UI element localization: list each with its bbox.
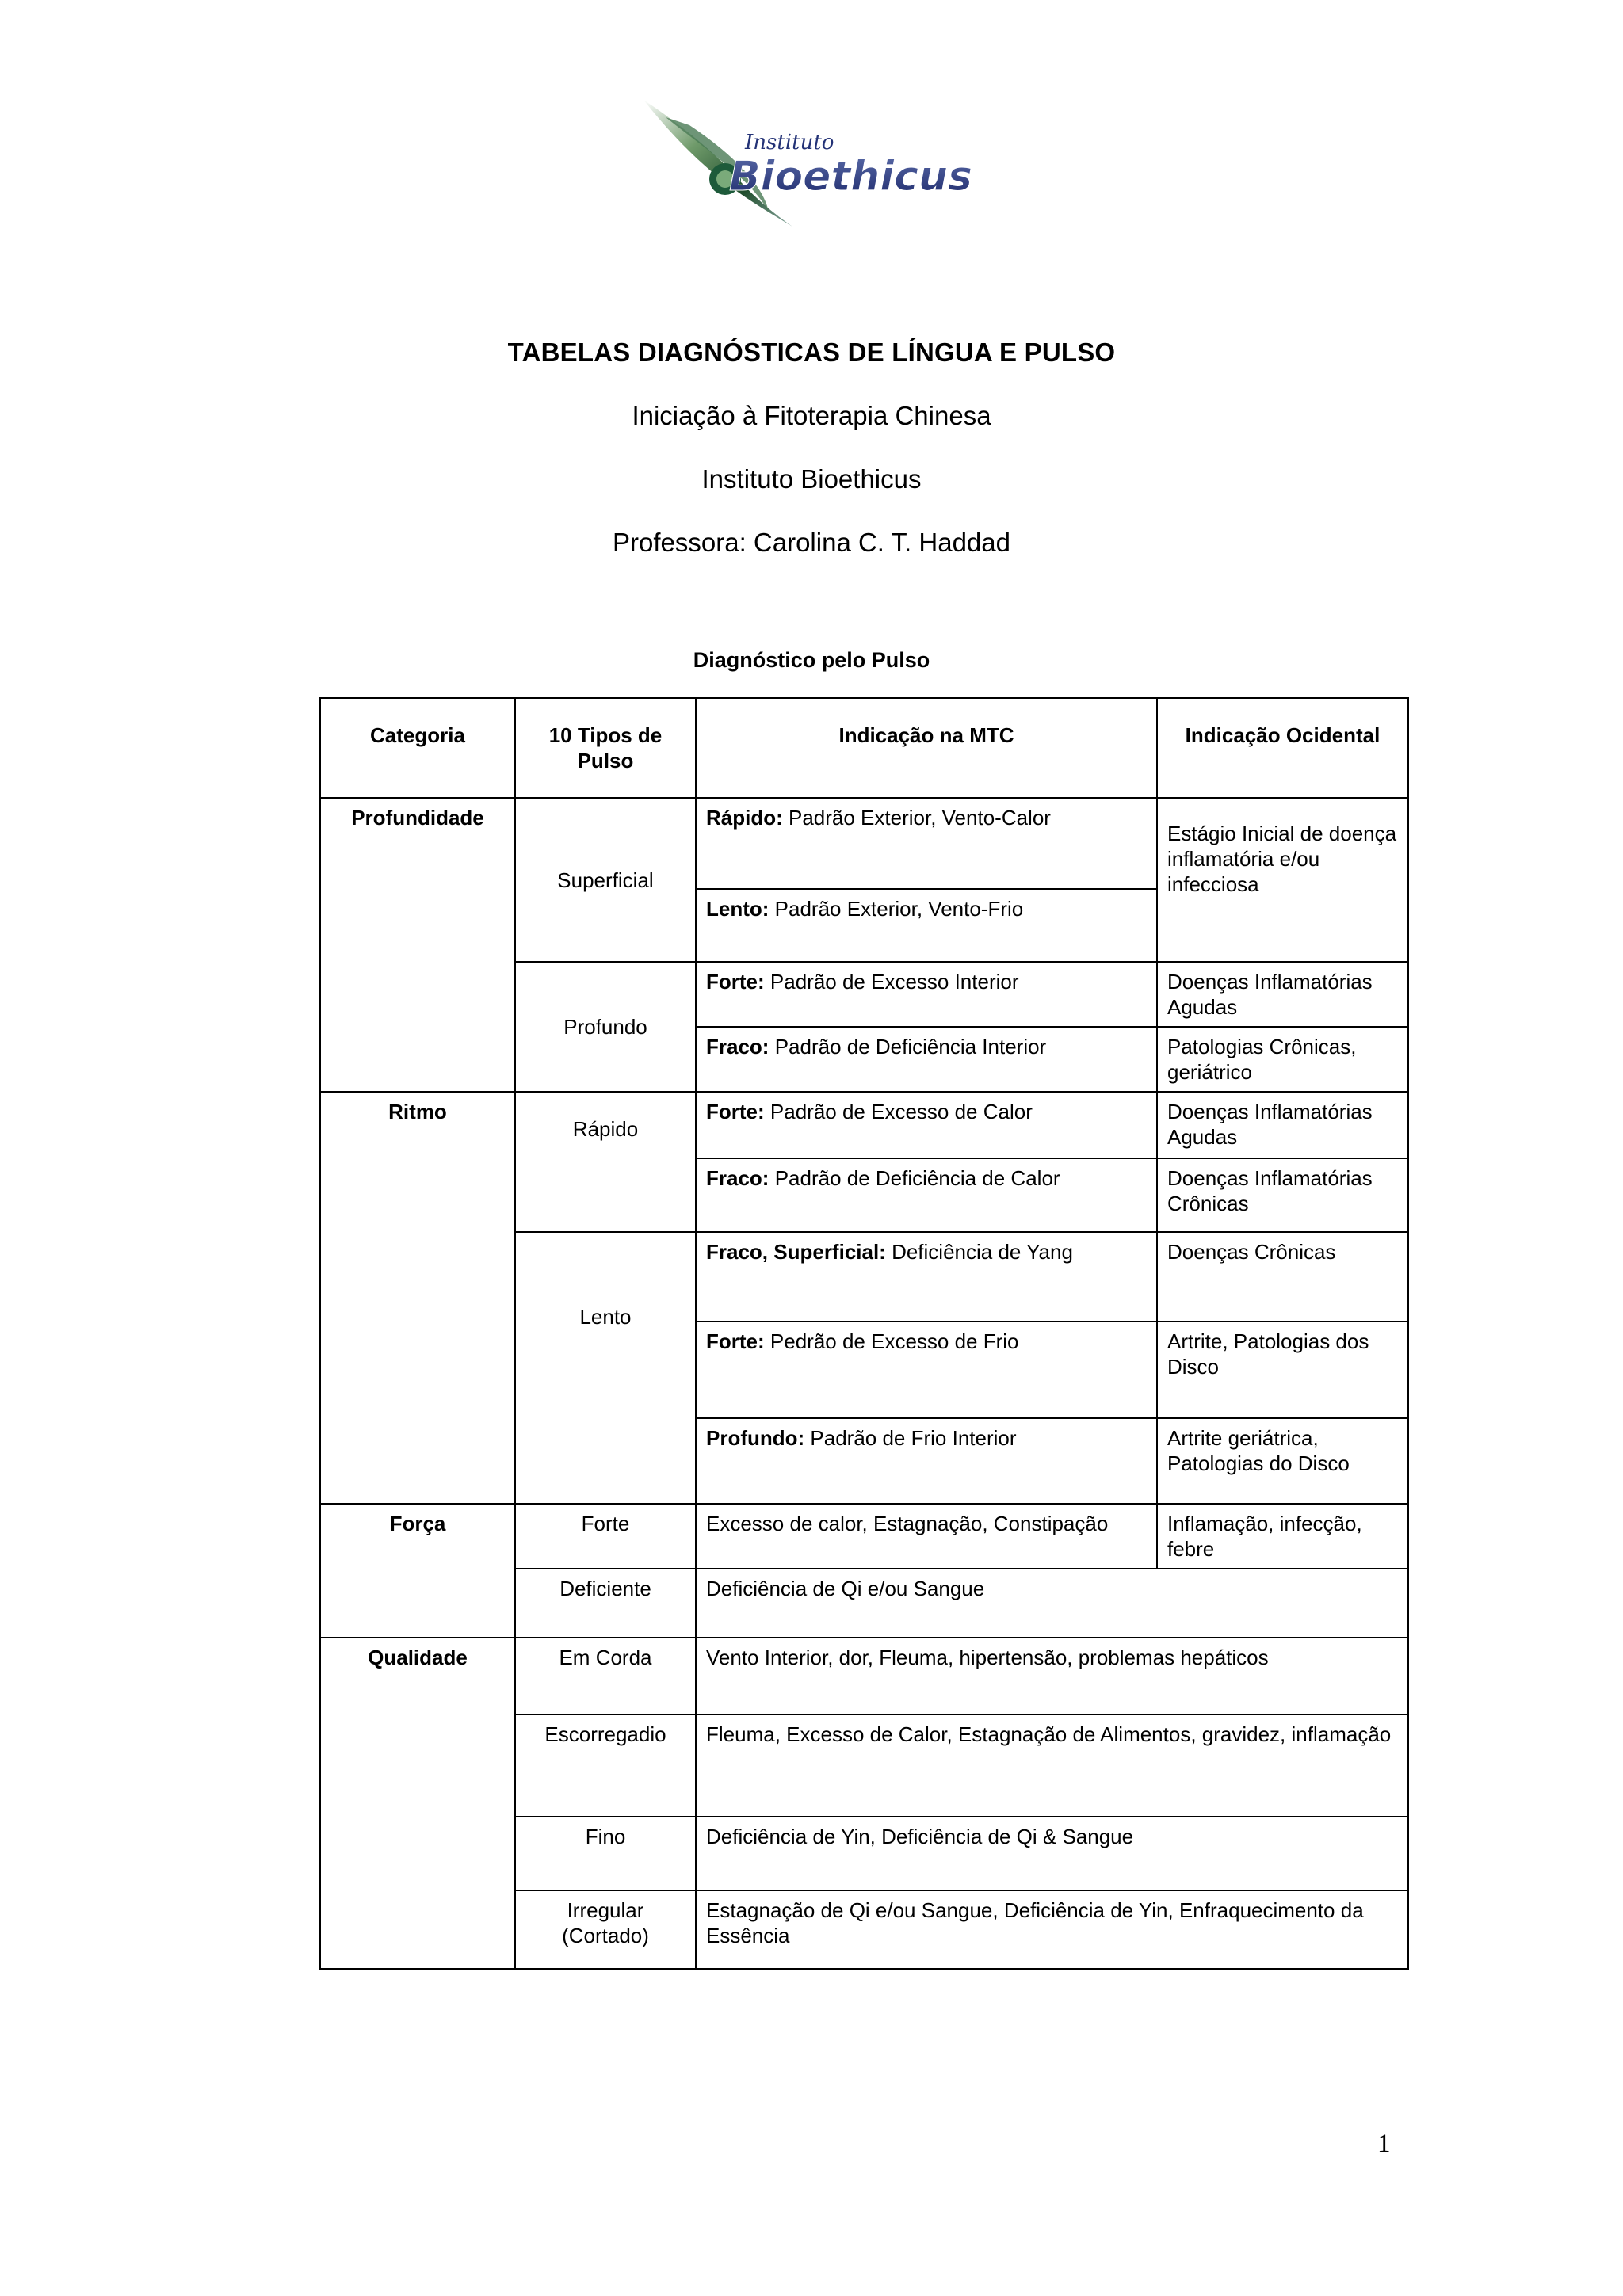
western-cell: Artrite, Patologias dos Disco xyxy=(1157,1322,1408,1418)
category-qualidade: Qualidade xyxy=(320,1638,515,1969)
pulse-superficial: Superficial xyxy=(515,798,696,962)
mtc-cell: Fleuma, Excesso de Calor, Estagnação de Alimentos, gravidez, inflamação xyxy=(696,1714,1408,1817)
western-cell: Doenças Crônicas xyxy=(1157,1232,1408,1322)
header-category: Categoria xyxy=(320,698,515,798)
mtc-text: Padrão Exterior, Vento-Frio xyxy=(769,897,1024,921)
mtc-cell xyxy=(696,1158,1157,1232)
table-row xyxy=(320,798,1408,889)
mtc-cell xyxy=(696,962,1157,1027)
header-pulse-type: 10 Tipos de Pulso xyxy=(515,698,696,798)
table-row xyxy=(320,1092,1408,1158)
table-row xyxy=(320,1638,1408,1714)
category-forca: Força xyxy=(320,1504,515,1638)
pulse-em-corda: Em Corda xyxy=(515,1638,696,1714)
table-caption: Diagnóstico pelo Pulso xyxy=(693,648,930,672)
western-cell: Patologias Crônicas, geriátrico xyxy=(1157,1027,1408,1092)
mtc-key: Forte: xyxy=(706,1329,765,1353)
pulse-fino: Fino xyxy=(515,1817,696,1890)
mtc-key: Rápido: xyxy=(706,806,783,830)
page-number: 1 xyxy=(1377,2130,1391,2158)
bioethicus-logo xyxy=(634,93,983,232)
pulse-irregular: Irregular (Cortado) xyxy=(515,1890,696,1969)
mtc-text: Deficiência de Yang xyxy=(885,1240,1073,1264)
mtc-text: Padrão de Deficiência Interior xyxy=(769,1035,1047,1058)
header-mtc: Indicação na MTC xyxy=(696,698,1157,798)
logo-name: Bioethicus xyxy=(729,153,972,200)
pulse-deficiente: Deficiente xyxy=(515,1569,696,1638)
mtc-key: Fraco: xyxy=(706,1166,769,1190)
western-cell: Doenças Inflamatórias Crônicas xyxy=(1157,1158,1408,1232)
logo-prefix: Instituto xyxy=(745,131,834,154)
mtc-cell: Deficiência de Yin, Deficiência de Qi & Sangue xyxy=(696,1817,1408,1890)
mtc-key: Fraco, Superficial: xyxy=(706,1240,886,1264)
mtc-cell xyxy=(696,1027,1157,1092)
mtc-cell xyxy=(696,889,1157,962)
mtc-cell: Deficiência de Qi e/ou Sangue xyxy=(696,1569,1408,1638)
mtc-key: Profundo: xyxy=(706,1426,805,1450)
table-header-row xyxy=(320,698,1408,798)
header-western: Indicação Ocidental xyxy=(1157,698,1408,798)
pulse-escorregadio: Escorregadio xyxy=(515,1714,696,1817)
mtc-text: Padrão de Frio Interior xyxy=(804,1426,1017,1450)
mtc-cell xyxy=(696,1232,1157,1322)
mtc-cell: Estagnação de Qi e/ou Sangue, Deficiência de Yin, Enfraquecimento da Essência xyxy=(696,1890,1408,1969)
mtc-cell xyxy=(696,1092,1157,1158)
mtc-text: Padrão Exterior, Vento-Calor xyxy=(782,806,1051,830)
pulse-rapido: Rápido xyxy=(515,1092,696,1232)
mtc-key: Forte: xyxy=(706,1100,765,1123)
western-cell: Inflamação, infecção, febre xyxy=(1157,1504,1408,1569)
western-cell: Doenças Inflamatórias Agudas xyxy=(1157,962,1408,1027)
pulse-forte: Forte xyxy=(515,1504,696,1569)
mtc-key: Lento: xyxy=(706,897,769,921)
category-profundidade: Profundidade xyxy=(320,798,515,1092)
western-cell: Artrite geriátrica, Patologias do Disco xyxy=(1157,1418,1408,1504)
western-cell: Doenças Inflamatórias Agudas xyxy=(1157,1092,1408,1158)
table-row xyxy=(320,1504,1408,1569)
pulse-lento: Lento xyxy=(515,1232,696,1504)
teacher-name: Professora: Carolina C. T. Haddad xyxy=(613,528,1010,557)
mtc-text: Padrão de Excesso Interior xyxy=(764,970,1019,994)
logo-graphic xyxy=(634,93,983,232)
mtc-key: Fraco: xyxy=(706,1035,769,1058)
western-cell: Estágio Inicial de doença inflamatória e/ou infecciosa xyxy=(1157,798,1408,962)
mtc-key: Forte: xyxy=(706,970,765,994)
pulse-profundo: Profundo xyxy=(515,962,696,1092)
institute-name: Instituto Bioethicus xyxy=(701,464,922,494)
mtc-cell xyxy=(696,1418,1157,1504)
category-ritmo: Ritmo xyxy=(320,1092,515,1504)
mtc-text: Padrão de Deficiência de Calor xyxy=(769,1166,1060,1190)
pulse-diagnosis-table xyxy=(319,697,1409,1970)
mtc-text: Pedrão de Excesso de Frio xyxy=(764,1329,1019,1353)
mtc-cell: Excesso de calor, Estagnação, Constipação xyxy=(696,1504,1157,1569)
course-name: Iniciação à Fitoterapia Chinesa xyxy=(632,401,991,430)
mtc-text: Padrão de Excesso de Calor xyxy=(764,1100,1033,1123)
mtc-cell xyxy=(696,1322,1157,1418)
mtc-cell: Vento Interior, dor, Fleuma, hipertensão, problemas hepáticos xyxy=(696,1638,1408,1714)
mtc-cell xyxy=(696,798,1157,889)
document-title: TABELAS DIAGNÓSTICAS DE LÍNGUA E PULSO xyxy=(507,338,1116,367)
